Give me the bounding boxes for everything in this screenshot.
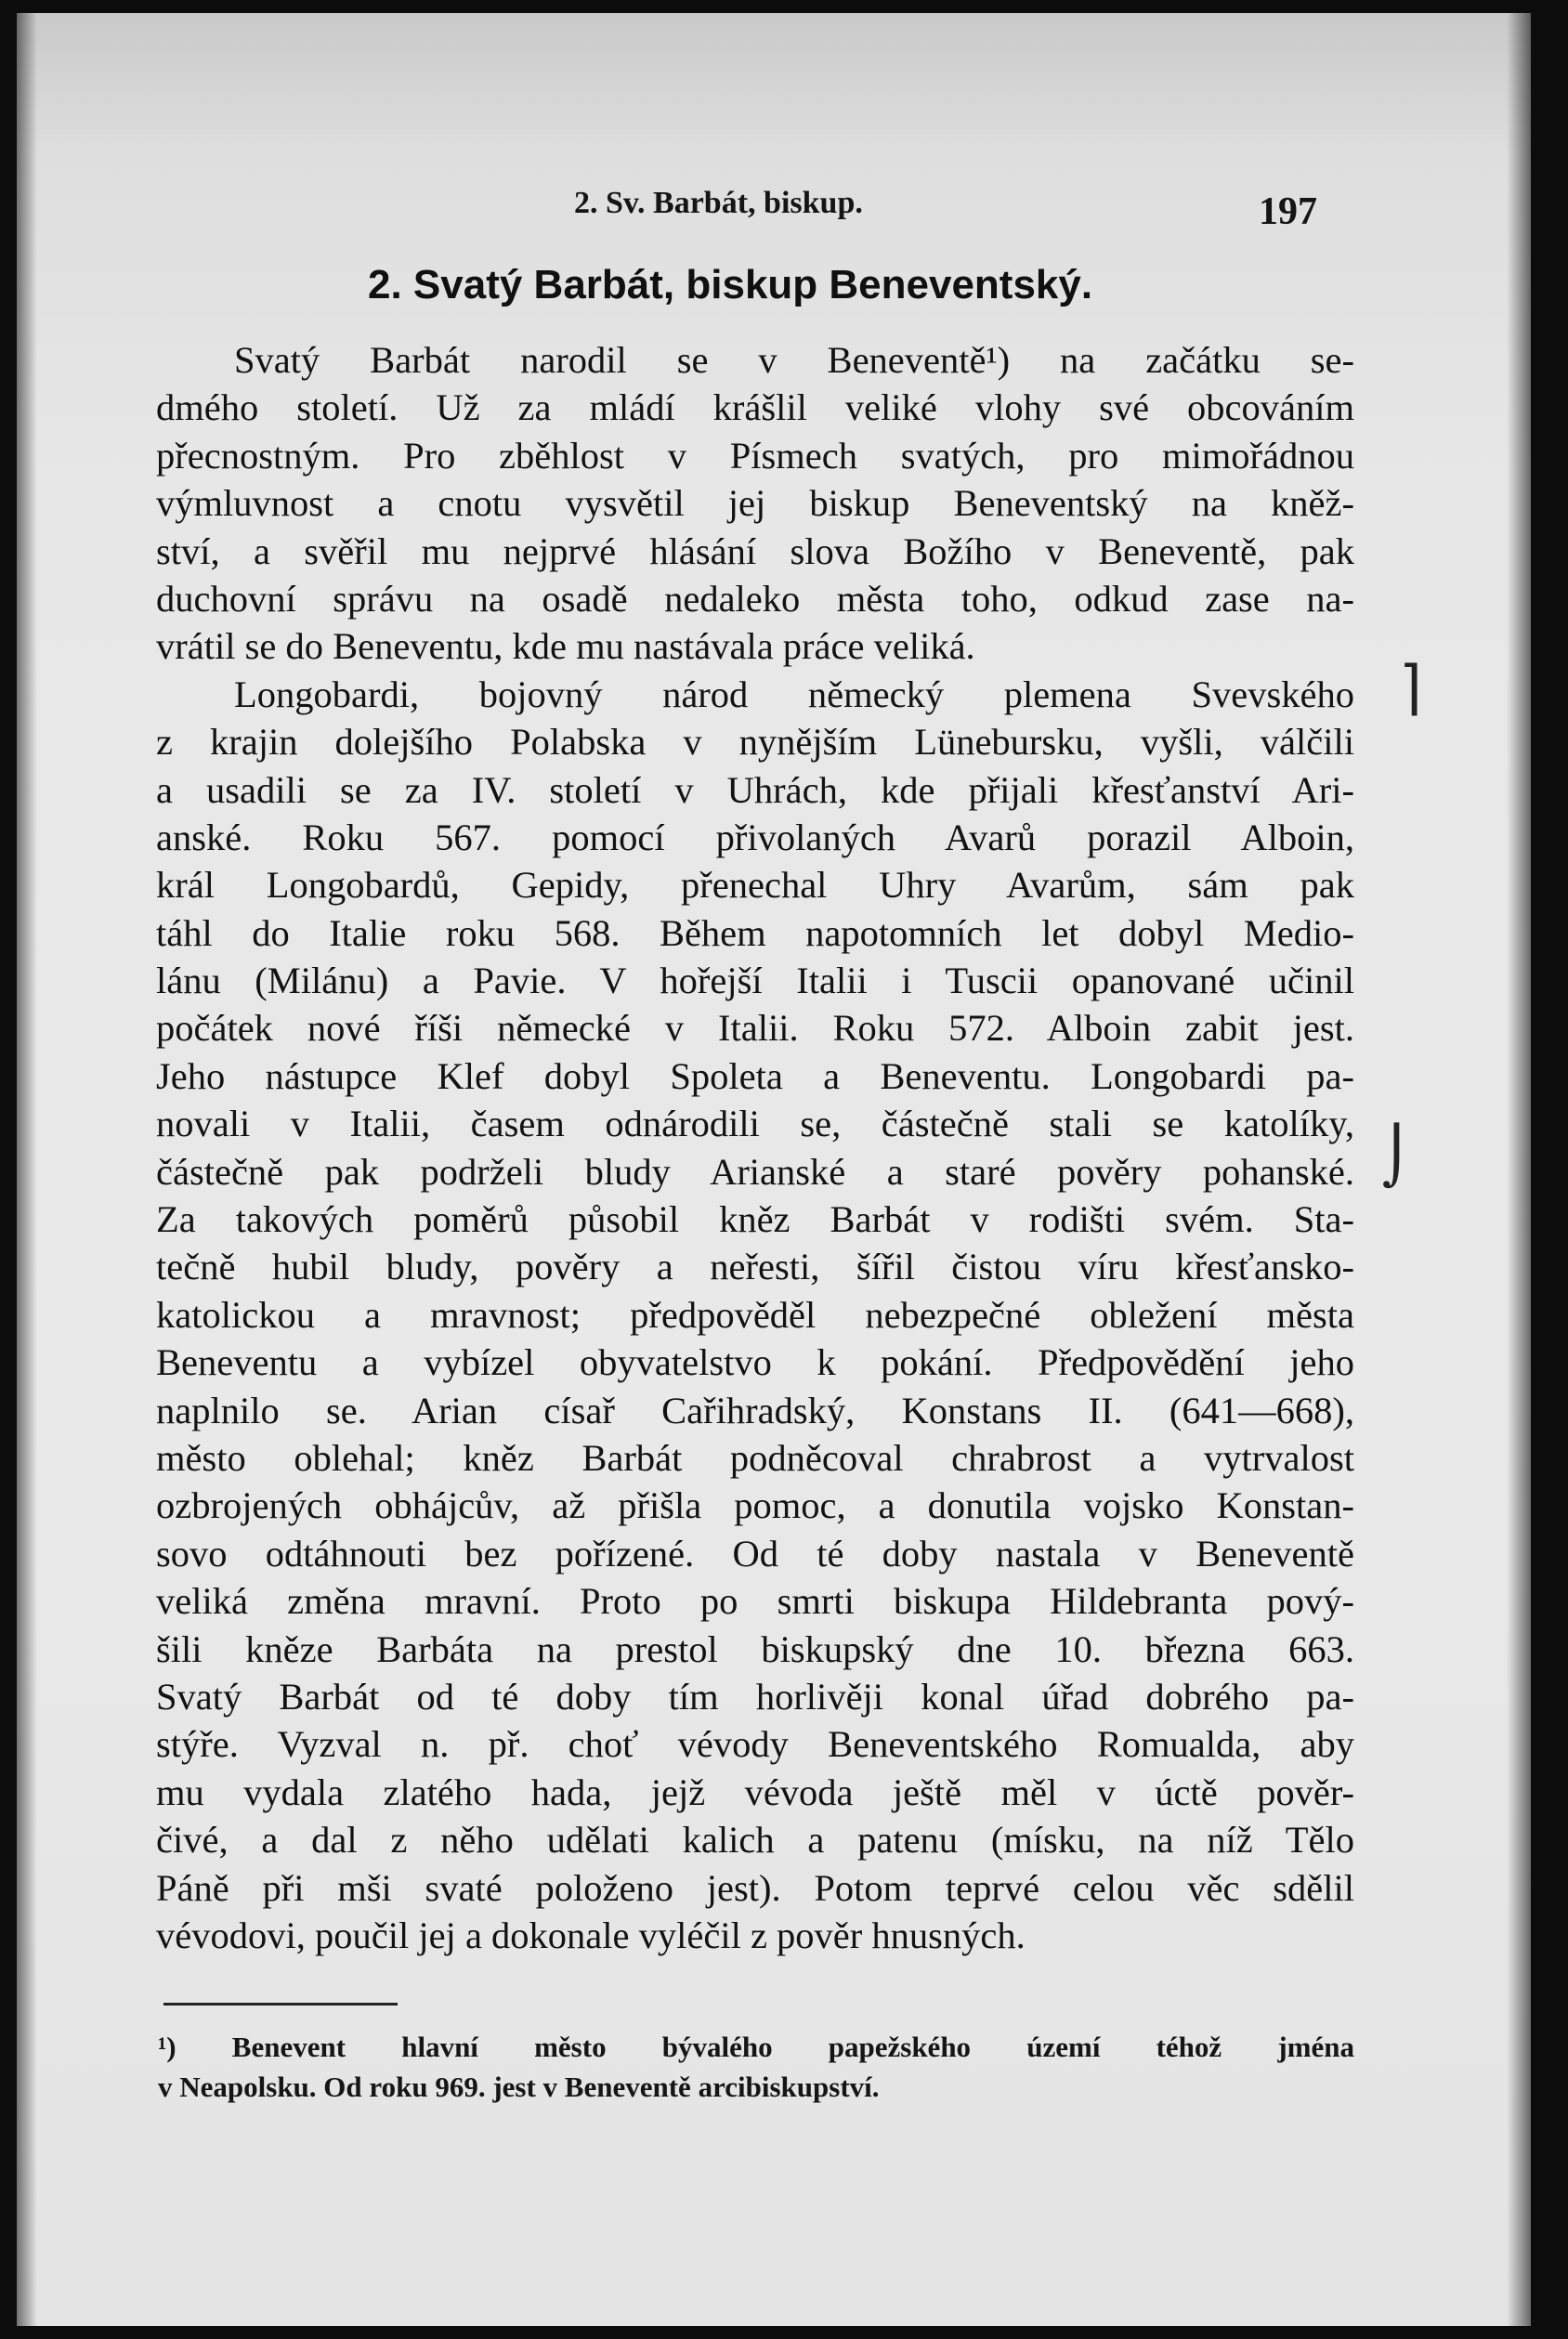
text-line: král Longobardů, Gepidy, přenechal Uhry Avarům, sám pak xyxy=(156,864,1354,907)
page-shadow-left xyxy=(17,13,37,2326)
text-line: táhl do Italie roku 568. Během napotomních let dobyl Medio- xyxy=(156,911,1354,954)
footnotes xyxy=(158,2027,1354,2107)
text-line: přecnostným. Pro zběhlost v Písmech svatých, pro mimořádnou xyxy=(156,434,1354,477)
margin-curl-mark: ⌡ xyxy=(1382,1124,1412,1189)
text-line: vrátil se do Beneventu, kde mu nastávala práce veliká. xyxy=(156,625,975,668)
text-line: anské. Roku 567. pomocí přivolaných Avarů porazil Alboin, xyxy=(156,816,1354,858)
text-line: Jeho nástupce Klef dobyl Spoleta a Beneventu. Longobardi pa- xyxy=(156,1054,1354,1097)
text-line: tečně hubil bludy, pověry a neřesti, šířil čistou víru křesťansko- xyxy=(156,1246,1354,1288)
footnote-line: ¹) Benevent hlavní město bývalého papežského území téhož jména xyxy=(158,2031,1354,2063)
text-line: a usadili se za IV. století v Uhrách, kde přijali křesťanství Ari- xyxy=(156,768,1354,811)
text-line: veliká změna mravní. Proto po smrti biskupa Hildebranta pový- xyxy=(156,1580,1354,1623)
margin-bracket-mark: ⌉ xyxy=(1399,654,1422,723)
text-line: Longobardi, bojovný národ německý plemena Svevského xyxy=(234,673,1354,715)
page-shadow-right xyxy=(1507,13,1531,2326)
text-line: Svatý Barbát narodil se v Beneventě¹) na začátku se- xyxy=(234,339,1354,381)
text-line: dmého století. Už za mládí krášlil veliké vlohy své obcováním xyxy=(156,386,1354,429)
text-line: duchovní správu na osadě nedaleko města toho, odkud zase na- xyxy=(156,577,1354,620)
text-line: lánu (Milánu) a Pavie. V hořejší Italii i Tuscii opanované učinil xyxy=(156,960,1354,1002)
text-line: ozbrojených obhájcův, až přišla pomoc, a donutila vojsko Konstan- xyxy=(156,1484,1354,1527)
text-line: čivé, a dal z něho udělati kalich a patenu (mísku, na níž Tělo xyxy=(156,1819,1354,1862)
text-line: částečně pak podrželi bludy Arianské a staré pověry pohanské. xyxy=(156,1150,1354,1193)
text-line: ství, a svěřil mu nejprvé hlásání slova Božího v Beneventě, pak xyxy=(156,529,1354,572)
text-line: Beneventu a vybízel obyvatelstvo k pokání. Předpovědění jeho xyxy=(156,1341,1354,1384)
chapter-title: 2. Svatý Barbát, biskup Beneventský. xyxy=(368,262,1093,307)
text-line: z krajin dolejšího Polabska v nynějším Lünebursku, vyšli, válčili xyxy=(156,721,1354,764)
text-line: šili kněze Barbáta na prestol biskupský dne 10. března 663. xyxy=(156,1627,1354,1670)
text-line: vévodovi, poučil jej a dokonale vyléčil z pověr hnusných. xyxy=(156,1914,1026,1956)
page-number: 197 xyxy=(1259,190,1317,233)
text-line: město oblehal; kněz Barbát podněcoval chrabrost a vytrvalost xyxy=(156,1436,1354,1479)
body-text xyxy=(156,336,1354,1959)
text-line: katolickou a mravnost; předpověděl nebezpečné obležení města xyxy=(156,1293,1354,1336)
running-head: 2. Sv. Barbát, biskup. xyxy=(574,186,863,220)
book-page xyxy=(17,13,1531,2326)
text-line: stýře. Vyzval n. př. choť vévody Beneventského Romualda, aby xyxy=(156,1723,1354,1766)
text-line: Svatý Barbát od té doby tím horlivěji konal úřad dobrého pa- xyxy=(156,1675,1354,1718)
footnote-line: v Neapolsku. Od roku 969. jest v Beneventě arcibiskupství. xyxy=(158,2071,880,2103)
text-line: počátek nové říši německé v Italii. Roku 572. Alboin zabit jest. xyxy=(156,1007,1354,1050)
text-line: Za takových poměrů působil kněz Barbát v rodišti svém. Sta- xyxy=(156,1198,1354,1241)
text-line: výmluvnost a cnotu vysvětil jej biskup Beneventský na kněž- xyxy=(156,482,1354,525)
footnote-rule xyxy=(163,2003,398,2006)
text-line: sovo odtáhnouti bez pořízené. Od té doby nastala v Beneventě xyxy=(156,1532,1354,1575)
text-line: mu vydala zlatého hada, jejž vévoda ještě měl v úctě pověr- xyxy=(156,1771,1354,1813)
text-line: naplnilo se. Arian císař Cařihradský, Konstans II. (641—668), xyxy=(156,1389,1354,1431)
text-line: novali v Italii, časem odnárodili se, částečně stali se katolíky, xyxy=(156,1103,1354,1145)
text-line: Páně při mši svaté položeno jest). Potom teprvé celou věc sdělil xyxy=(156,1866,1354,1909)
